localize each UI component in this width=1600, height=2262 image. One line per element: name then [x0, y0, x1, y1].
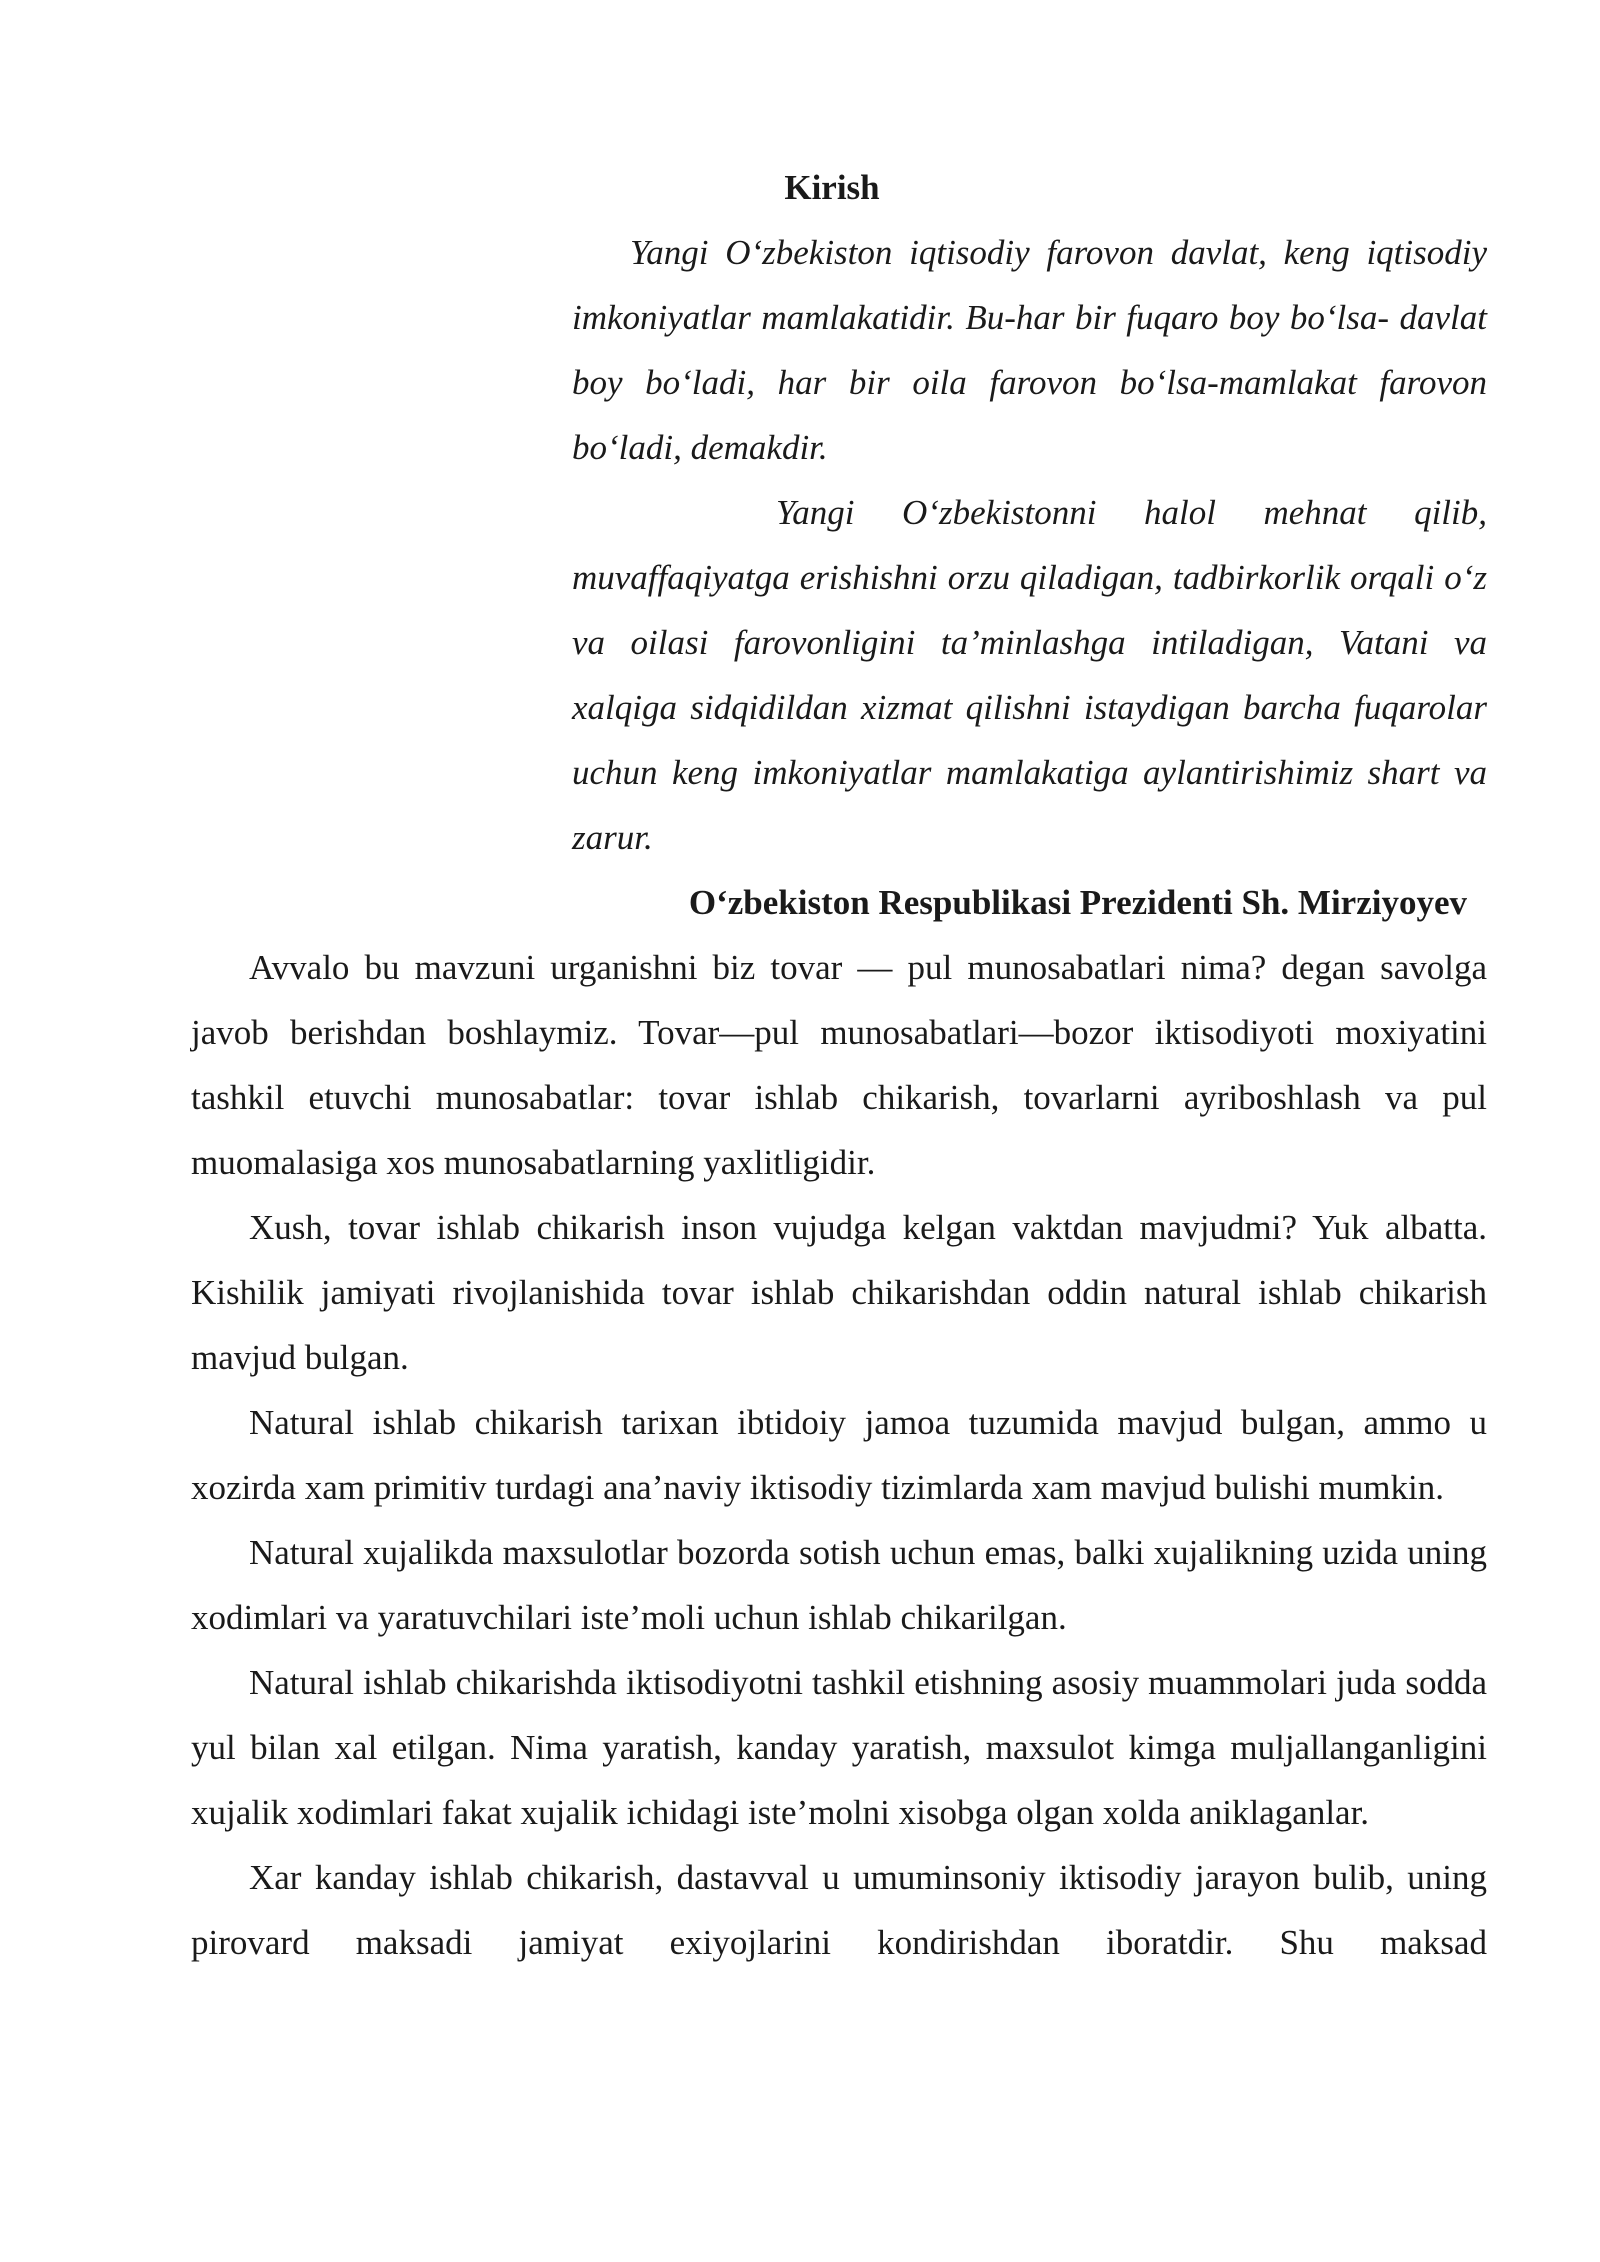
epigraph-author: O‘zbekiston Respublikasi Prezidenti Sh. Mirziyoyev — [688, 883, 1467, 922]
body-paragraph: Xush, tovar ishlab chikarish inson vujudga kelgan vaktdan mavjudmi? Yuk albatta. Kishilik jamiyati rivojlanishida tovar ishlab chikarishdan oddin natural ishlab chikarish mavjud bulgan. — [191, 1208, 1487, 1377]
body-paragraph: Natural ishlab chikarishda iktisodiyotni tashkil etishning asosiy muammolari juda sodda yul bilan xal etilgan. Nima yaratish, kanday yaratish, maxsulot kimga muljallanganligini xujalik xodimlari fakat xujalik ichidagi iste’molni xisobga olgan xolda aniklaganlar. — [191, 1663, 1487, 1832]
body-paragraph: Natural xujalikda maxsulotlar bozorda sotish uchun emas, balki xujalikning uzida uning xodimlari va yaratuvchilari iste’moli uchun ishlab chikarilgan. — [191, 1533, 1487, 1637]
body-paragraph: Avvalo bu mavzuni urganishni biz tovar — pul munosabatlari nima? degan savolga javob berishdan boshlaymiz. Tovar—pul munosabatlari—bozor iktisodiyoti moxiyatini tashkil etuvchi munosabatlar: tovar ishlab chikarish, tovarlarni ayriboshlash va pul muomalasiga xos munosabatlarning yaxlitligidir. — [191, 948, 1487, 1182]
epigraph-paragraph: Yangi O‘zbekistonni halol mehnat qilib, muvaffaqiyatga erishishni orzu qiladigan, tadbirkorlik orqali o‘z va oilasi farovonligini ta’minlashga intiladigan, Vatani va xalqiga sidqidildan xizmat qilishni istaydigan barcha fuqarolar uchun keng imkoniyatlar mamlakatiga aylantirishimiz shart va zarur. — [572, 493, 1487, 857]
document-title: Kirish — [784, 168, 880, 207]
body-paragraph: Natural ishlab chikarish tarixan ibtidoiy jamoa tuzumida mavjud bulgan, ammo u xozirda xam primitiv turdagi ana’naviy iktisodiy tizimlarda xam mavjud bulishi mumkin. — [191, 1403, 1487, 1507]
epigraph-paragraph: Yangi O‘zbekiston iqtisodiy farovon davlat, keng iqtisodiy imkoniyatlar mamlakatidir. Bu-har bir fuqaro boy bo‘lsa- davlat boy bo‘ladi, har bir oila farovon bo‘lsa-mamlakat farovon bo‘ladi, demakdir. — [572, 233, 1487, 467]
body-paragraph: Xar kanday ishlab chikarish, dastavval u umuminsoniy iktisodiy jarayon bulib, uning pirovard maksadi jamiyat exiyojlarini kondirishdan iboratdir. Shu maksad — [191, 1858, 1487, 1962]
body-text — [191, 935, 1487, 1975]
epigraph — [572, 220, 1487, 870]
document-content — [191, 155, 1487, 1975]
